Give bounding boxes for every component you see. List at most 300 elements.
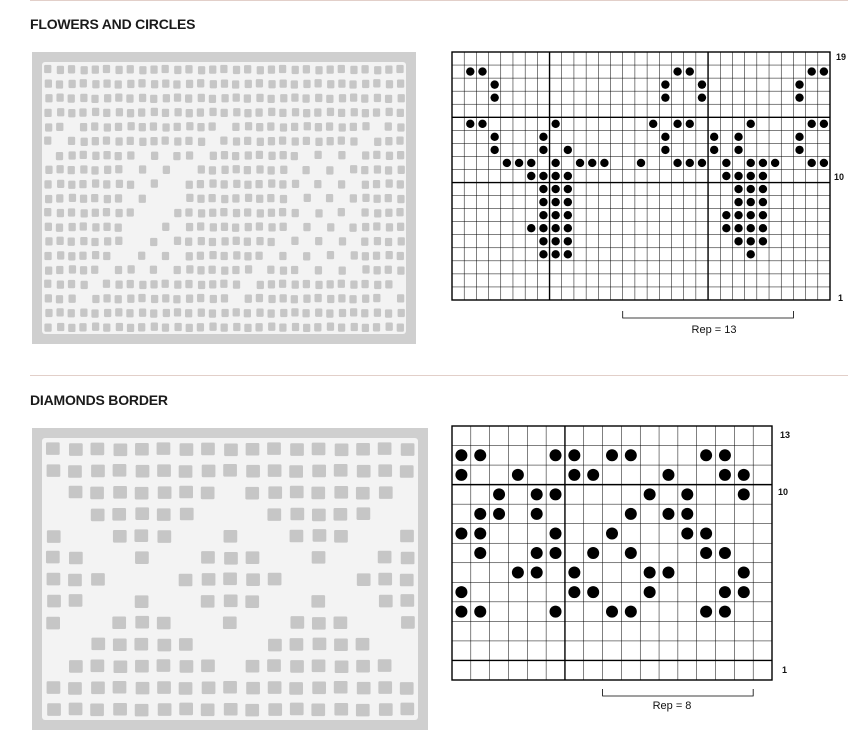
mesh-hole bbox=[80, 123, 87, 131]
filled-block-dot bbox=[719, 547, 731, 559]
filled-block-dot bbox=[551, 185, 559, 193]
mesh-hole bbox=[209, 166, 216, 174]
mesh-hole bbox=[280, 79, 287, 87]
mesh-hole bbox=[357, 682, 371, 695]
mesh-hole bbox=[221, 266, 228, 274]
filled-block-dot bbox=[625, 508, 637, 520]
mesh-hole bbox=[373, 222, 380, 230]
filled-block-dot bbox=[820, 120, 828, 128]
mesh-hole bbox=[257, 209, 264, 217]
mesh-hole bbox=[151, 152, 158, 160]
filled-block-dot bbox=[734, 172, 742, 180]
mesh-hole bbox=[127, 181, 134, 189]
mesh-hole bbox=[115, 224, 122, 232]
filled-block-dot bbox=[719, 586, 731, 598]
mesh-hole bbox=[127, 151, 134, 159]
mesh-hole bbox=[361, 309, 368, 317]
mesh-hole bbox=[224, 552, 238, 565]
mesh-hole bbox=[290, 638, 304, 651]
filled-block-dot bbox=[759, 172, 767, 180]
filled-block-dot bbox=[564, 237, 572, 245]
mesh-hole bbox=[79, 180, 86, 188]
mesh-hole bbox=[68, 65, 75, 73]
mesh-hole bbox=[232, 224, 239, 232]
mesh-hole bbox=[92, 137, 99, 145]
filled-block-dot bbox=[681, 508, 693, 520]
filled-block-dot bbox=[795, 146, 803, 154]
filled-block-dot bbox=[734, 133, 742, 141]
mesh-hole bbox=[80, 309, 87, 317]
mesh-hole bbox=[44, 65, 51, 73]
mesh-hole bbox=[398, 94, 405, 102]
filled-block-dot bbox=[550, 547, 562, 559]
mesh-hole bbox=[103, 252, 110, 260]
filled-block-dot bbox=[698, 93, 706, 101]
mesh-hole bbox=[244, 238, 251, 246]
mesh-hole bbox=[312, 617, 326, 630]
mesh-hole bbox=[245, 223, 252, 231]
filled-block-dot bbox=[455, 606, 467, 618]
mesh-hole bbox=[186, 181, 193, 189]
mesh-hole bbox=[339, 94, 346, 102]
mesh-hole bbox=[397, 79, 404, 87]
mesh-hole bbox=[314, 294, 321, 302]
mesh-hole bbox=[290, 530, 304, 543]
filled-block-dot bbox=[661, 133, 669, 141]
mesh-hole bbox=[47, 703, 61, 716]
mesh-hole bbox=[138, 294, 145, 302]
mesh-hole bbox=[385, 65, 392, 73]
mesh-hole bbox=[81, 209, 88, 217]
mesh-hole bbox=[232, 80, 239, 88]
mesh-hole bbox=[245, 151, 252, 159]
mesh-hole bbox=[104, 237, 111, 245]
mesh-hole bbox=[162, 323, 169, 331]
mesh-hole bbox=[268, 309, 275, 317]
mesh-hole bbox=[115, 66, 122, 74]
mesh-hole bbox=[362, 324, 369, 332]
mesh-hole bbox=[397, 195, 404, 203]
mesh-hole bbox=[56, 80, 63, 88]
mesh-hole bbox=[113, 638, 127, 651]
mesh-hole bbox=[92, 152, 99, 160]
mesh-hole bbox=[256, 309, 263, 317]
mesh-hole bbox=[267, 659, 281, 672]
mesh-hole bbox=[256, 165, 263, 173]
filled-block-dot bbox=[759, 237, 767, 245]
mesh-hole bbox=[280, 294, 287, 302]
mesh-hole bbox=[268, 703, 282, 716]
mesh-hole bbox=[362, 295, 369, 303]
crochet-photo-flowers bbox=[32, 52, 416, 344]
mesh-hole bbox=[280, 195, 287, 203]
mesh-hole bbox=[315, 281, 322, 289]
mesh-hole bbox=[349, 224, 356, 232]
mesh-hole bbox=[289, 465, 303, 478]
mesh-hole bbox=[139, 195, 146, 203]
mesh-hole bbox=[400, 530, 414, 543]
filled-block-dot bbox=[644, 586, 656, 598]
mesh-hole bbox=[91, 443, 105, 456]
mesh-hole bbox=[245, 595, 259, 608]
mesh-hole bbox=[268, 152, 275, 160]
mesh-hole bbox=[92, 223, 99, 231]
mesh-hole bbox=[57, 66, 64, 74]
mesh-hole bbox=[56, 93, 63, 101]
filled-block-dot bbox=[466, 120, 474, 128]
chart-frame bbox=[452, 52, 830, 300]
mesh-hole bbox=[280, 266, 287, 274]
mesh-hole bbox=[362, 109, 369, 117]
mesh-hole bbox=[334, 530, 348, 543]
mesh-hole bbox=[338, 136, 345, 144]
mesh-hole bbox=[315, 94, 322, 102]
mesh-hole bbox=[198, 66, 205, 74]
mesh-hole bbox=[356, 638, 370, 651]
mesh-hole bbox=[255, 252, 262, 260]
filled-block-dot bbox=[568, 449, 580, 461]
mesh-hole bbox=[385, 266, 392, 274]
mesh-hole bbox=[138, 79, 145, 87]
filled-block-dot bbox=[662, 469, 674, 481]
mesh-hole bbox=[304, 194, 311, 202]
filled-block-dot bbox=[625, 449, 637, 461]
mesh-hole bbox=[128, 265, 135, 273]
filled-block-dot bbox=[564, 172, 572, 180]
mesh-hole bbox=[279, 180, 286, 188]
mesh-hole bbox=[47, 573, 61, 586]
mesh-hole bbox=[373, 108, 380, 116]
row-label-1: 1 bbox=[838, 293, 844, 303]
mesh-hole bbox=[201, 487, 215, 500]
mesh-hole bbox=[327, 295, 334, 303]
mesh-hole bbox=[138, 108, 145, 116]
filled-block-dot bbox=[700, 606, 712, 618]
mesh-hole bbox=[44, 180, 51, 188]
mesh-hole bbox=[186, 265, 193, 273]
mesh-hole bbox=[186, 223, 193, 231]
mesh-hole bbox=[185, 238, 192, 246]
mesh-hole bbox=[268, 573, 282, 586]
mesh-hole bbox=[312, 465, 326, 478]
mesh-hole bbox=[327, 223, 334, 231]
mesh-hole bbox=[233, 209, 240, 217]
mesh-hole bbox=[397, 252, 404, 260]
mesh-hole bbox=[291, 237, 298, 245]
mesh-hole bbox=[397, 266, 404, 274]
mesh-hole bbox=[334, 681, 348, 694]
mesh-hole bbox=[374, 138, 381, 146]
mesh-hole bbox=[220, 280, 227, 288]
mesh-hole bbox=[314, 323, 321, 331]
mesh-hole bbox=[397, 223, 404, 231]
mesh-hole bbox=[313, 529, 327, 542]
mesh-hole bbox=[246, 682, 260, 695]
mesh-hole bbox=[163, 166, 170, 174]
mesh-hole bbox=[69, 265, 76, 273]
mesh-hole bbox=[268, 223, 275, 231]
filled-block-dot bbox=[710, 146, 718, 154]
mesh-hole bbox=[303, 109, 310, 117]
mesh-hole bbox=[202, 682, 216, 695]
mesh-hole bbox=[350, 123, 357, 131]
mesh-hole bbox=[233, 108, 240, 116]
mesh-hole bbox=[56, 165, 63, 173]
filled-block-dot bbox=[503, 159, 511, 167]
mesh-hole bbox=[379, 595, 393, 608]
mesh-hole bbox=[202, 573, 216, 586]
mesh-hole bbox=[361, 166, 368, 174]
mesh-hole bbox=[150, 65, 157, 73]
mesh-hole bbox=[174, 108, 181, 116]
mesh-hole bbox=[186, 151, 193, 159]
mesh-hole bbox=[136, 465, 150, 478]
mesh-hole bbox=[232, 194, 239, 202]
mesh-hole bbox=[233, 66, 240, 74]
mesh-hole bbox=[197, 222, 204, 230]
mesh-hole bbox=[68, 137, 75, 145]
mesh-hole bbox=[303, 324, 310, 332]
filled-block-dot bbox=[531, 488, 543, 500]
mesh-hole bbox=[315, 66, 322, 74]
mesh-hole bbox=[292, 66, 299, 74]
mesh-hole bbox=[135, 660, 149, 673]
mesh-hole bbox=[335, 444, 349, 457]
mesh-hole bbox=[198, 281, 205, 289]
mesh-hole bbox=[185, 94, 192, 102]
mesh-hole bbox=[338, 180, 345, 188]
mesh-hole bbox=[116, 180, 123, 188]
mesh-hole bbox=[338, 65, 345, 73]
mesh-hole bbox=[256, 123, 263, 131]
mesh-hole bbox=[150, 309, 157, 317]
mesh-hole bbox=[314, 79, 321, 87]
filled-block-dot bbox=[600, 159, 608, 167]
mesh-hole bbox=[385, 238, 392, 246]
mesh-hole bbox=[198, 165, 205, 173]
mesh-hole bbox=[201, 443, 215, 456]
mesh-hole bbox=[45, 309, 52, 317]
filled-block-dot bbox=[738, 567, 750, 579]
mesh-hole bbox=[246, 573, 260, 586]
mesh-hole bbox=[103, 223, 110, 231]
mesh-hole bbox=[233, 281, 240, 289]
filled-block-dot bbox=[564, 185, 572, 193]
mesh-hole bbox=[312, 551, 326, 564]
mesh-hole bbox=[290, 660, 304, 673]
filled-block-dot bbox=[587, 547, 599, 559]
mesh-hole bbox=[44, 280, 51, 288]
mesh-hole bbox=[135, 595, 149, 608]
mesh-hole bbox=[279, 65, 286, 73]
filled-block-dot bbox=[747, 120, 755, 128]
mesh-hole bbox=[279, 109, 286, 117]
filled-block-dot bbox=[625, 606, 637, 618]
mesh-hole bbox=[292, 323, 299, 331]
mesh-hole bbox=[68, 166, 75, 174]
mesh-hole bbox=[291, 308, 298, 316]
mesh-hole bbox=[46, 442, 60, 455]
mesh-hole bbox=[197, 252, 204, 260]
repeat-label-flowers: Rep = 13 bbox=[691, 324, 737, 336]
filled-block-dot bbox=[531, 567, 543, 579]
mesh-hole bbox=[68, 295, 75, 303]
filled-block-dot bbox=[551, 172, 559, 180]
mesh-hole bbox=[233, 251, 240, 259]
mesh-hole bbox=[139, 281, 146, 289]
mesh-hole bbox=[378, 573, 392, 586]
mesh-hole bbox=[45, 94, 52, 102]
filled-block-dot bbox=[747, 211, 755, 219]
mesh-hole bbox=[163, 309, 170, 317]
mesh-hole bbox=[257, 281, 264, 289]
mesh-hole bbox=[385, 122, 392, 130]
mesh-hole bbox=[91, 194, 98, 202]
mesh-hole bbox=[279, 208, 286, 216]
mesh-hole bbox=[373, 151, 380, 159]
mesh-hole bbox=[385, 137, 392, 145]
mesh-hole bbox=[315, 237, 322, 245]
mesh-hole bbox=[245, 295, 252, 303]
mesh-hole bbox=[244, 309, 251, 317]
filled-block-dot bbox=[474, 606, 486, 618]
mesh-hole bbox=[221, 166, 228, 174]
mesh-hole bbox=[268, 80, 275, 88]
mesh-hole bbox=[198, 209, 205, 217]
mesh-hole bbox=[280, 309, 287, 317]
mesh-hole bbox=[69, 552, 83, 565]
mesh-hole bbox=[45, 79, 52, 87]
mesh-hole bbox=[315, 209, 322, 217]
mesh-hole bbox=[303, 223, 310, 231]
mesh-hole bbox=[47, 464, 61, 477]
filled-block-dot bbox=[551, 237, 559, 245]
mesh-hole bbox=[126, 94, 133, 102]
mesh-hole bbox=[339, 123, 346, 131]
filled-block-dot bbox=[568, 469, 580, 481]
mesh-hole bbox=[256, 94, 263, 102]
mesh-hole bbox=[361, 280, 368, 288]
mesh-hole bbox=[223, 616, 237, 629]
mesh-hole bbox=[186, 295, 193, 303]
mesh-hole bbox=[385, 280, 392, 288]
mesh-hole bbox=[338, 323, 345, 331]
mesh-hole bbox=[245, 122, 252, 130]
mesh-hole bbox=[162, 109, 169, 117]
mesh-hole bbox=[244, 252, 251, 260]
filled-block-dot bbox=[551, 159, 559, 167]
mesh-hole bbox=[68, 80, 75, 88]
filled-block-dot bbox=[747, 250, 755, 258]
mesh-hole bbox=[339, 266, 346, 274]
mesh-hole bbox=[173, 295, 180, 303]
filled-block-dot bbox=[681, 527, 693, 539]
mesh-hole bbox=[221, 309, 228, 317]
filled-block-dot bbox=[490, 80, 498, 88]
repeat-label-diamonds: Rep = 8 bbox=[652, 700, 692, 712]
mesh-hole bbox=[311, 595, 325, 608]
mesh-hole bbox=[115, 308, 122, 316]
mesh-hole bbox=[221, 79, 228, 87]
mesh-hole bbox=[68, 309, 75, 317]
mesh-hole bbox=[374, 165, 381, 173]
mesh-hole bbox=[351, 108, 358, 116]
mesh-hole bbox=[127, 80, 134, 88]
mesh-hole bbox=[291, 80, 298, 88]
mesh-hole bbox=[173, 152, 180, 160]
mesh-hole bbox=[186, 252, 193, 260]
mesh-hole bbox=[104, 166, 111, 174]
mesh-hole bbox=[233, 137, 240, 145]
mesh-hole bbox=[385, 95, 392, 103]
mesh-hole bbox=[374, 94, 381, 102]
mesh-hole bbox=[373, 266, 380, 274]
mesh-hole bbox=[362, 265, 369, 273]
mesh-hole bbox=[373, 79, 380, 87]
mesh-hole bbox=[69, 486, 83, 499]
mesh-hole bbox=[338, 280, 345, 288]
mesh-hole bbox=[256, 151, 263, 159]
mesh-hole bbox=[397, 323, 404, 331]
mesh-hole bbox=[401, 443, 415, 456]
mesh-hole bbox=[233, 323, 240, 331]
mesh-hole bbox=[104, 309, 111, 317]
mesh-hole bbox=[398, 166, 405, 174]
mesh-hole bbox=[401, 552, 415, 565]
mesh-hole bbox=[396, 136, 403, 144]
mesh-hole bbox=[115, 237, 122, 245]
filled-block-dot bbox=[478, 67, 486, 75]
mesh-hole bbox=[69, 594, 83, 607]
mesh-hole bbox=[221, 94, 228, 102]
row-label-10: 10 bbox=[778, 487, 789, 497]
filled-block-dot bbox=[527, 172, 535, 180]
mesh-hole bbox=[351, 251, 358, 259]
mesh-hole bbox=[186, 80, 193, 88]
mesh-hole bbox=[79, 323, 86, 331]
mesh-hole bbox=[326, 194, 333, 202]
mesh-hole bbox=[268, 108, 275, 116]
mesh-hole bbox=[400, 594, 414, 607]
mesh-hole bbox=[361, 65, 368, 73]
filled-block-dot bbox=[606, 606, 618, 618]
mesh-hole bbox=[174, 209, 181, 217]
mesh-hole bbox=[162, 223, 169, 231]
mesh-hole bbox=[361, 94, 368, 102]
mesh-hole bbox=[150, 137, 157, 145]
mesh-hole bbox=[68, 151, 75, 159]
mesh-hole bbox=[338, 79, 345, 87]
mesh-hole bbox=[255, 323, 262, 331]
mesh-hole bbox=[103, 151, 110, 159]
filled-block-dot bbox=[587, 469, 599, 481]
mesh-hole bbox=[92, 179, 99, 187]
mesh-hole bbox=[255, 108, 262, 116]
mesh-hole bbox=[386, 108, 393, 116]
filled-block-dot bbox=[661, 146, 669, 154]
mesh-hole bbox=[378, 442, 392, 455]
filled-block-dot bbox=[568, 586, 580, 598]
mesh-hole bbox=[80, 266, 87, 274]
filled-block-dot bbox=[564, 224, 572, 232]
filled-block-dot bbox=[710, 133, 718, 141]
mesh-hole bbox=[47, 681, 61, 694]
mesh-hole bbox=[350, 281, 357, 289]
mesh-hole bbox=[56, 266, 63, 274]
mesh-hole bbox=[268, 166, 275, 174]
mesh-hole bbox=[56, 194, 63, 202]
mesh-hole bbox=[327, 251, 334, 259]
